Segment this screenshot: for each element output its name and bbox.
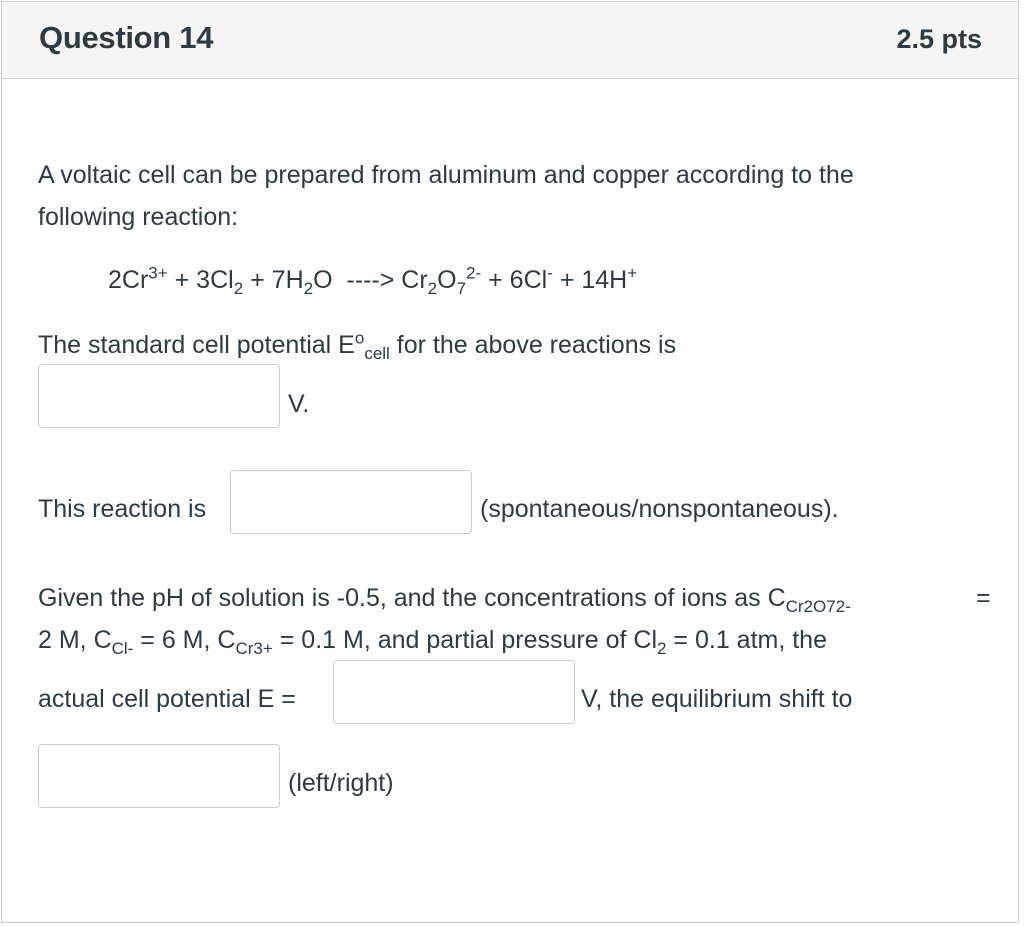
reaction-equation: $2Cr^{3+} + 3Cl_2 + 7H_2O$ ----> $Cr_2O_7^{2-} + 6Cl^- + 14H^+$ [108, 263, 638, 298]
equilibrium-shift-input[interactable] [38, 744, 280, 808]
standard-potential-unit: V. [288, 390, 310, 418]
question-card [1, 1, 1019, 923]
equilibrium-shift-hint: (left/right) [288, 769, 394, 797]
question-points: 2.5 pts [896, 24, 982, 54]
question-title: Question 14 [39, 20, 214, 55]
actual-potential-label: actual cell potential E = [38, 685, 296, 713]
conditions-line-2: 2 M, $C_{Cl-} = 6$ M, $C_{Cr3+} = 0.1$ M, and partial pressure of $Cl_2 = 0.1$ atm, the [38, 626, 827, 658]
question-header [2, 2, 1018, 79]
conditions-line-1-equals: = [976, 584, 991, 612]
spontaneity-hint: (spontaneous/nonspontaneous). [480, 495, 839, 523]
intro-line-1: A voltaic cell can be prepared from aluminum and copper according to the [38, 161, 854, 189]
actual-potential-input[interactable] [333, 660, 575, 724]
spontaneity-input[interactable] [230, 470, 472, 534]
actual-potential-unit-text: V, the equilibrium shift to [581, 685, 853, 713]
intro-line-2: following reaction: [38, 203, 239, 231]
conditions-line-1: Given the pH of solution is -0.5, and the concentrations of ions as $C_{Cr2O72-}$ [38, 584, 851, 616]
standard-potential-input[interactable] [38, 364, 280, 428]
standard-potential-prompt: The standard cell potential $E^o_{cell}$ for the above reactions is [38, 328, 677, 363]
spontaneity-label: This reaction is [38, 495, 207, 523]
